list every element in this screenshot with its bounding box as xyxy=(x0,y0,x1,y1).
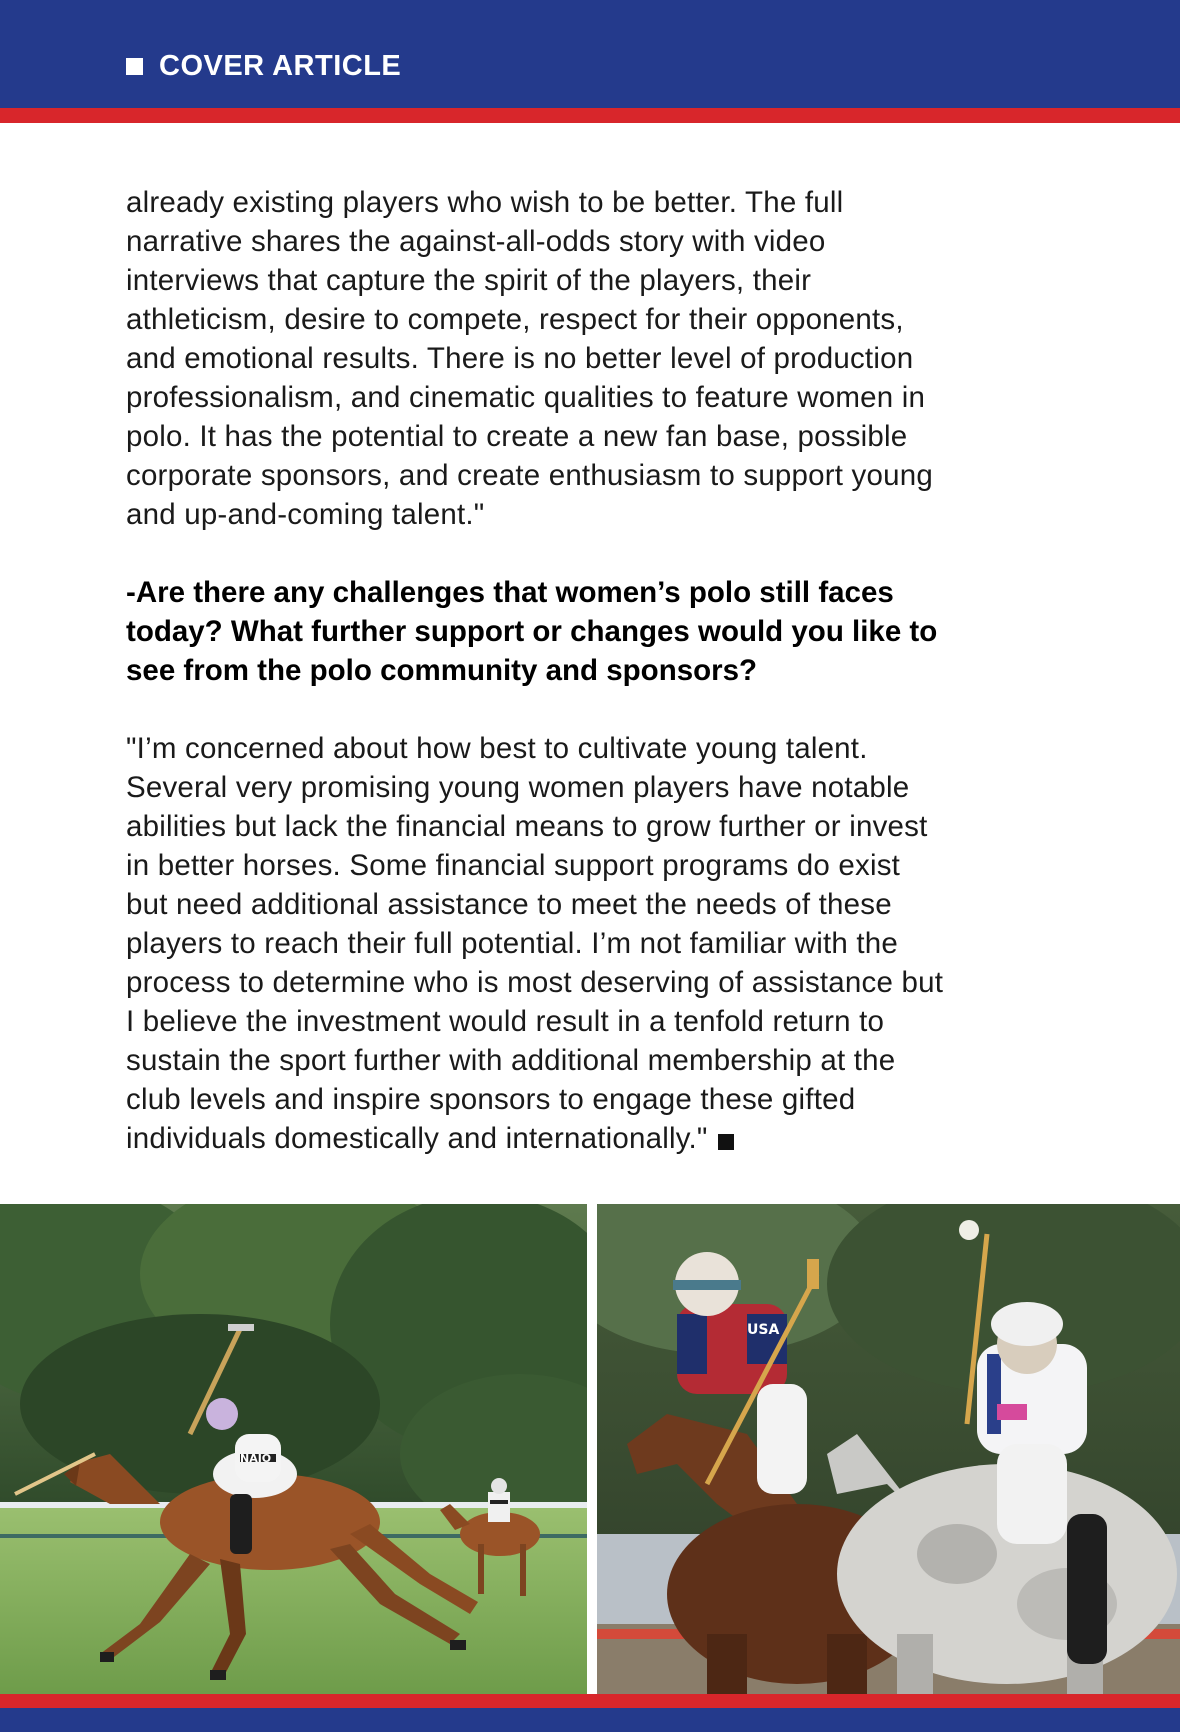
photo-strip xyxy=(0,1204,1180,1694)
right-jersey-text: USA xyxy=(747,1322,780,1338)
article-body xyxy=(126,183,1081,1158)
polo-photo-left xyxy=(0,1204,587,1694)
header-bar xyxy=(0,0,1180,108)
article-paragraph-1: already existing players who wish to be better. The full narrative shares the against-all-odds story with video interviews that capture the spirit of the players, their athleticism, desire to compete, respect for their opponents, and emotional results. There is no better level of production professionalism, and cinematic qualities to feature women in polo. It has the potential to create a new fan base, possible corporate sponsors, and create enthusiasm to support young and up-and-coming talent." xyxy=(126,186,933,531)
left-jersey-text: NAIO xyxy=(240,1452,272,1465)
square-bullet-icon xyxy=(126,58,143,75)
polo-photo-right-image xyxy=(597,1204,1180,1694)
interview-question: -Are there any challenges that women’s polo still faces today? What further support or changes would you like to see from the polo community and sponsors? xyxy=(126,576,938,687)
section-label-text: COVER ARTICLE xyxy=(159,50,402,82)
article-paragraph-2-text: "I’m concerned about how best to cultivate young talent. Several very promising young women players have notable abilities but lack the financial means to grow further or invest in better horses. Some financial support programs do exist but need additional assistance to meet the needs of these players to reach their full potential. I’m not familiar with the process to determine who is most deserving of assistance but I believe the investment would result in a tenfold return to sustain the sport further with additional membership at the club levels and inspire sponsors to engage these gifted individuals domestically and internationally." xyxy=(126,732,944,1155)
end-of-article-icon xyxy=(718,1134,734,1150)
polo-photo-left-image xyxy=(0,1204,587,1694)
footer-red-stripe xyxy=(0,1694,1180,1708)
polo-photo-right xyxy=(597,1204,1180,1694)
article-paragraph-2 xyxy=(126,729,1081,1158)
footer-blue-bar xyxy=(0,1708,1180,1732)
section-label xyxy=(126,50,401,83)
header-red-stripe xyxy=(0,108,1180,123)
